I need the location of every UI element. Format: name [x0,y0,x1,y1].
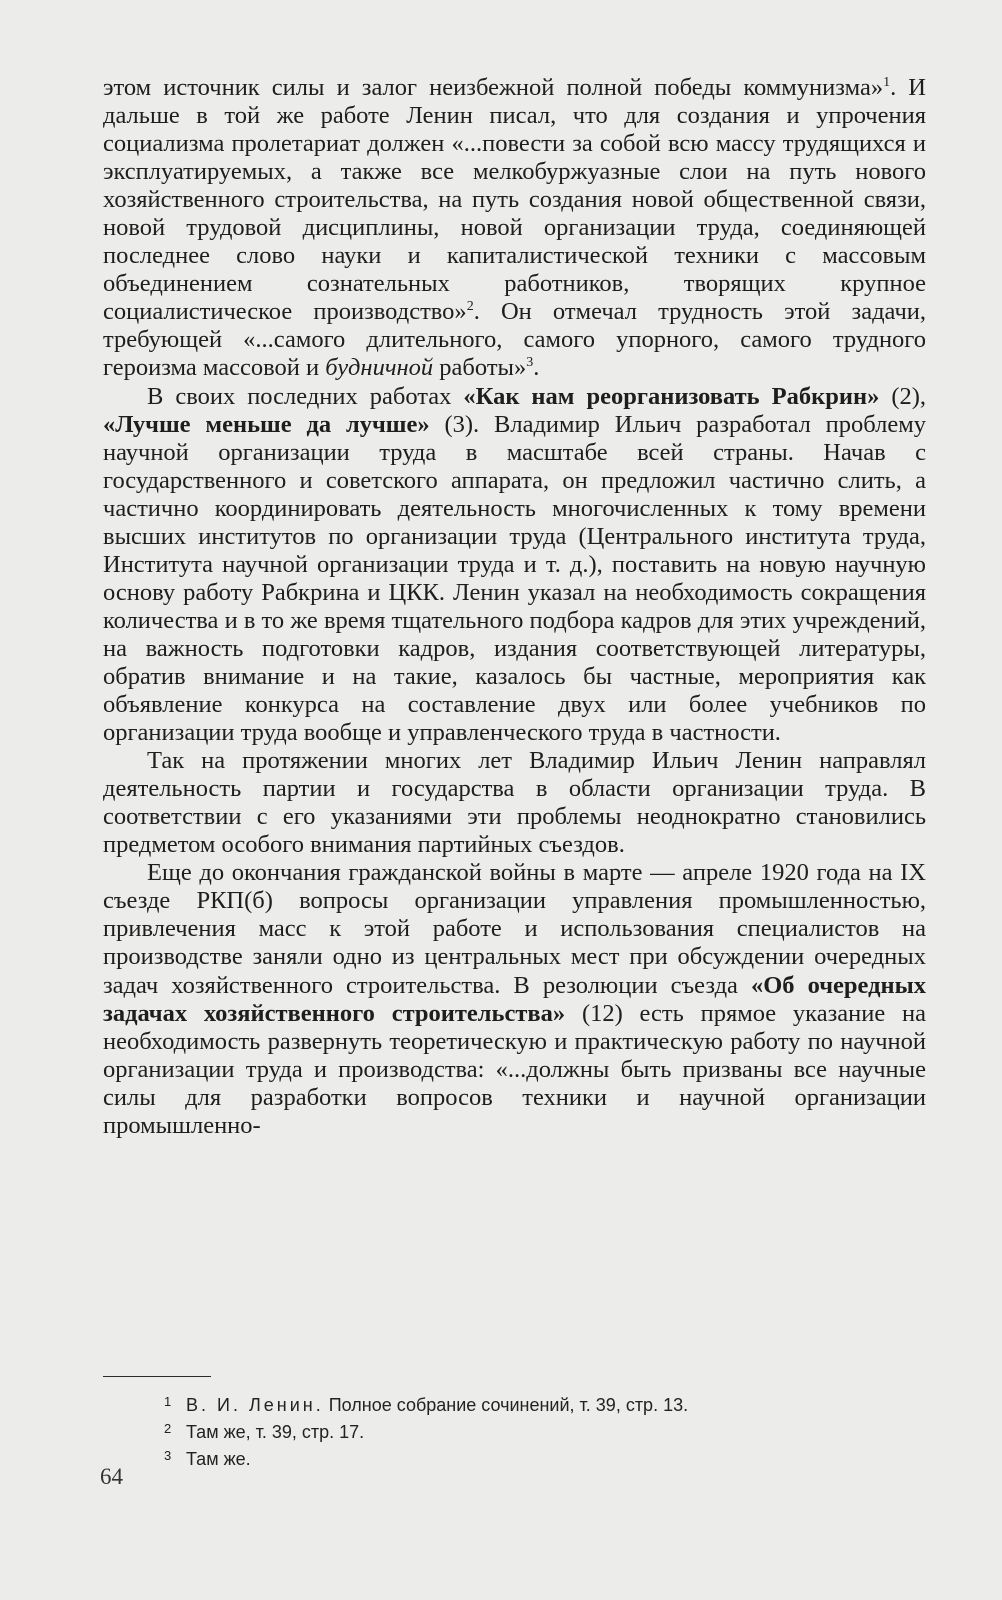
work-title: «Лучше меньше да лучше» [103,410,430,438]
main-text [103,74,926,1140]
paragraph-2 [103,383,926,748]
footnotes [164,1390,688,1471]
footnote-ref: 1 [883,75,891,90]
text-run: этом источник силы и залог неизбежной полной победы коммунизма» [103,74,884,101]
text-run: Так на протяжении многих лет Владимир Ильич Ленин направлял деятельность партии и государства в области организации труда. В соответствии с его указаниями эти проблемы неоднократно становились предметом особого внимания партийных съездов. [103,747,926,859]
text-run: (2), [879,382,927,410]
text-run: Еще до окончания гражданской войны в марте — апреле 1920 года на IX съезде РКП(б) вопросы организации управления промышленностью, привлечения масс к этой работе и использования специалистов на производстве заняли одно из центральных мест при обсуждении очередных задач хозяйственного строительства. В резолюции съезда [103,859,926,999]
paragraph-3 [103,747,926,859]
footnote-number: 3 [164,1448,172,1463]
text-run: (3). Владимир Ильич разработал проблему научной организации труда в масштабе всей страны. Начав с государственного и советского аппарата, он предложил частично слить, а частично координировать деятельность многочисленных к тому времени высших институтов по организации труда (Центрального института труда, Института научной организации труда и т. д.), поставить на новую научную основу работу Рабкрина и ЦКК. Ленин указал на необходимость сокращения количества и в то же время тщательного подбора кадров для этих учреждений, на важность подготовки кадров, издания соответствующей литературы, обратив внимание и на такие, казалось бы частные, мероприятия как объявление конкурса на составление двух или более учебников по организации труда вообще и управленческого труда в частности. [103,410,926,747]
paragraph-4 [103,859,926,1139]
footnote-2 [164,1417,688,1444]
work-title: «Об очередных задачах хозяйственного строительства» [103,971,926,1027]
footnote-ref: 3 [526,355,534,371]
footnote-number: 2 [164,1421,172,1436]
text-run: . [533,354,540,382]
footnote-3 [164,1444,688,1471]
footnote-1 [164,1390,688,1417]
footnote-divider [103,1376,211,1377]
work-title: «Как нам реорганизовать Рабкрин» [463,382,880,410]
page-number: 64 [100,1464,123,1489]
paragraph-1 [103,74,926,383]
footnote-ref: 2 [466,299,474,315]
footnote-author: В. И. Ленин. [186,1395,324,1415]
footnote-number: 1 [164,1394,172,1409]
text-run: В своих последних работах [147,382,464,410]
text-run: . И дальше в той же работе Ленин писал, что для создания и упрочения социализма пролетариат должен «...повести за собой всю массу трудящихся и эксплуатируемых, а также все мелкобуржуазные слои на путь нового хозяйственного строительства, на путь создания новой общественной связи, новой трудовой дисциплины, новой организации труда, соединяющей последнее слово науки и капиталистической техники с массовым объединением сознательных работников, творящих крупное социалистическое производство» [103,74,926,326]
footnote-text: Там же, т. 39, стр. 17. [186,1422,365,1442]
text-run: . Он отмечал трудность этой задачи, требующей «...самого длительного, самого упорного, самого трудного героизма массовой и [103,298,926,382]
text-run: (12) есть прямое указание на необходимость развернуть теоретическую и практическую работу по научной организации труда и производства: «...должны быть призваны все научные силы для разработки вопросов техники и научной организации промышленно- [103,999,927,1139]
emphasis: будничной [325,354,434,382]
text-run: работы» [433,354,527,382]
footnote-text: Полное собрание сочинений, т. 39, стр. 13. [323,1395,689,1415]
footnote-text: Там же. [186,1449,251,1469]
